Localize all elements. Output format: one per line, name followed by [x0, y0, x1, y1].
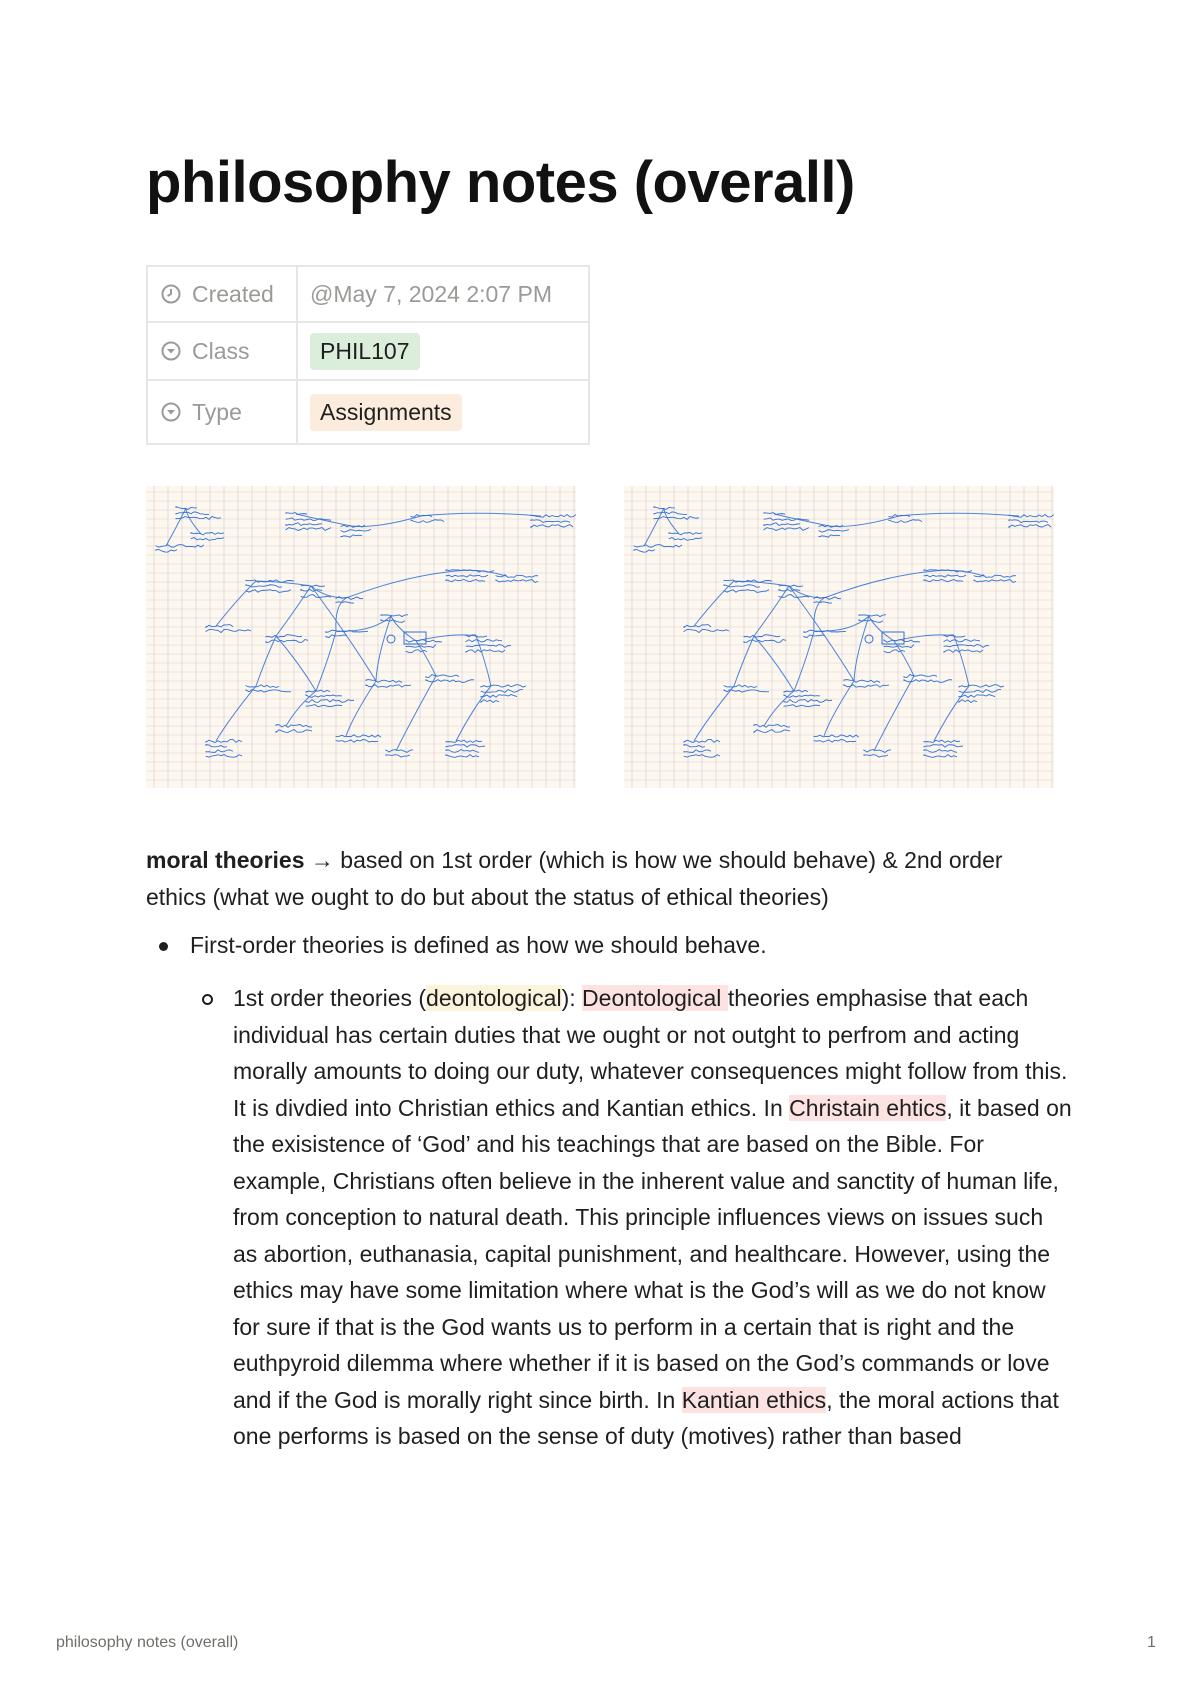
- property-row-class[interactable]: [147, 322, 589, 380]
- text-run: , the moral actions that one performs is based on the sense of duty (motives) rather than based: [233, 1386, 1059, 1449]
- highlight-christian-ethics: Christain ehtics: [789, 1094, 947, 1121]
- property-name: Created: [192, 280, 274, 307]
- highlight-deontological-2: Deontological: [582, 985, 728, 1011]
- property-name-cell: [147, 266, 297, 322]
- property-value-cell[interactable]: [297, 380, 589, 444]
- select-icon: [160, 340, 182, 362]
- type-tag[interactable]: Assignments: [310, 394, 462, 431]
- page-number: 1: [1147, 1634, 1156, 1651]
- properties-table: [146, 265, 590, 445]
- sub-bullet-ring: [202, 994, 213, 1005]
- text-run: ):: [561, 985, 583, 1011]
- class-tag[interactable]: PHIL107: [310, 333, 420, 370]
- property-value-cell[interactable]: [297, 266, 589, 322]
- text-run: theories emphasise that each individual has certain duties that we ought or not outght to perfrom and acting morally amounts to doing our duty, whatever consequences might follow from this. It is divdied into Christian ethics and Kantian ethics. In: [233, 985, 1068, 1121]
- highlight-kantian-ethics: Kantian ethics: [681, 1386, 827, 1413]
- created-date-value: @May 7, 2024 2:07 PM: [310, 280, 552, 307]
- property-row-type[interactable]: [147, 380, 589, 444]
- mind-map-sketch: [624, 486, 1054, 788]
- text-run: , it based on the exisistence of ‘God’ and his teachings that are based on the Bible. For example, Christians often believe in the inherent value and sanctity of human life, from conception to natural death. This principle influences views on issues such as abortion, euthanasia, capital punishment, and healthcare. However, using the ethics may have some limitation where what is the God’s will as we do not know for sure if that is the God wants us to perform in a certain that is right and the euthpyroid dilemma where whether if it is based on the God’s commands or love and if the God is morally right since birth. In: [233, 1094, 1072, 1413]
- select-icon: [160, 401, 182, 423]
- footer-title: philosophy notes (overall): [56, 1634, 239, 1651]
- highlight-deontological: deontological: [426, 985, 562, 1011]
- intro-bold: moral theories: [146, 847, 305, 873]
- page-title: philosophy notes (overall): [146, 150, 855, 215]
- mind-map-image-2[interactable]: [624, 486, 1054, 788]
- mind-map-sketch: [146, 486, 576, 788]
- clock-icon: [160, 283, 182, 305]
- mind-map-image-1[interactable]: [146, 486, 576, 788]
- intro-text: → based on 1st order (which is how we should behave) & 2nd order ethics (what we ought to do but about the status of ethical theories): [146, 847, 1003, 910]
- text-run: 1st order theories (: [233, 985, 427, 1011]
- bullet-text: First-order theories is defined as how we should behave.: [190, 932, 767, 958]
- property-row-created[interactable]: [147, 266, 589, 322]
- bullet-item: [190, 927, 1070, 964]
- property-name-cell: [147, 322, 297, 380]
- sub-bullet-text: [233, 985, 1072, 1449]
- property-value-cell[interactable]: [297, 322, 589, 380]
- intro-paragraph: [146, 842, 1066, 915]
- sub-bullet-item: [233, 980, 1073, 1455]
- property-name: Class: [192, 337, 250, 364]
- property-name-cell: [147, 380, 297, 444]
- bullet-dot: [159, 942, 168, 951]
- property-name: Type: [192, 398, 242, 425]
